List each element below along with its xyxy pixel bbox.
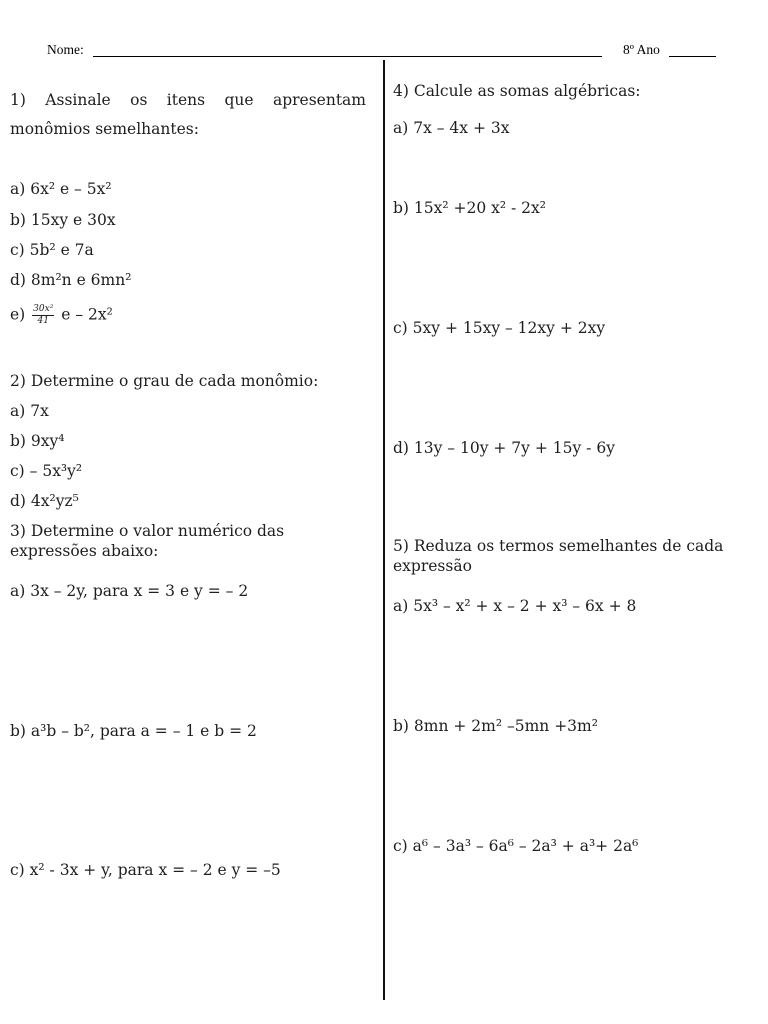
q1-item-e-prefix: e) <box>10 305 26 324</box>
q2-item-a: a) 7x <box>10 402 49 420</box>
q1-item-e-suffix: e – 2x² <box>61 305 113 324</box>
q2-item-c: c) – 5x³y² <box>10 462 83 480</box>
q1-item-b: b) 15xy e 30x <box>10 211 116 229</box>
q1-item-c: c) 5b² e 7a <box>10 241 94 259</box>
q5-title: 5) Reduza os termos semelhantes de cada expressão <box>393 537 724 575</box>
q1-item-a: a) 6x² e – 5x² <box>10 180 112 198</box>
q4-item-a: a) 7x – 4x + 3x <box>393 119 510 137</box>
name-label: Nome: <box>47 42 84 57</box>
q2-title: 2) Determine o grau de cada monômio: <box>10 372 319 390</box>
q3-item-c: c) x² - 3x + y, para x = – 2 e y = –5 <box>10 861 281 879</box>
name-blank-line <box>93 56 602 57</box>
q1-item-e <box>10 304 113 327</box>
q1-item-d: d) 8m²n e 6mn² <box>10 271 132 289</box>
q4-item-d: d) 13y – 10y + 7y + 15y - 6y <box>393 439 615 457</box>
fraction-denominator: 41 <box>37 316 49 326</box>
q5-item-a: a) 5x³ – x² + x – 2 + x³ – 6x + 8 <box>393 597 637 615</box>
fraction <box>32 304 54 327</box>
q4-item-b: b) 15x² +20 x² - 2x² <box>393 199 547 217</box>
q3-title: 3) Determine o valor numérico das expressões abaixo: <box>10 522 285 560</box>
q5-item-b: b) 8mn + 2m² –5mn +3m² <box>393 717 598 735</box>
q4-item-c: c) 5xy + 15xy – 12xy + 2xy <box>393 319 606 337</box>
q4-title: 4) Calcule as somas algébricas: <box>393 82 641 100</box>
fraction-numerator: 30x² <box>33 304 54 314</box>
q3-item-b: b) a³b – b², para a = – 1 e b = 2 <box>10 722 257 740</box>
q2-item-d: d) 4x²yz⁵ <box>10 492 79 510</box>
column-divider <box>383 60 385 1000</box>
q5-item-c: c) a⁶ – 3a³ – 6a⁶ – 2a³ + a³+ 2a⁶ <box>393 837 639 855</box>
q3-item-a: a) 3x – 2y, para x = 3 e y = – 2 <box>10 582 249 600</box>
q1-title: 1) Assinale os itens que apresentam monômios semelhantes: <box>10 91 366 138</box>
year-blank-line <box>669 56 716 57</box>
q2-item-b: b) 9xy⁴ <box>10 432 65 450</box>
year-label: 8º Ano <box>623 42 660 57</box>
